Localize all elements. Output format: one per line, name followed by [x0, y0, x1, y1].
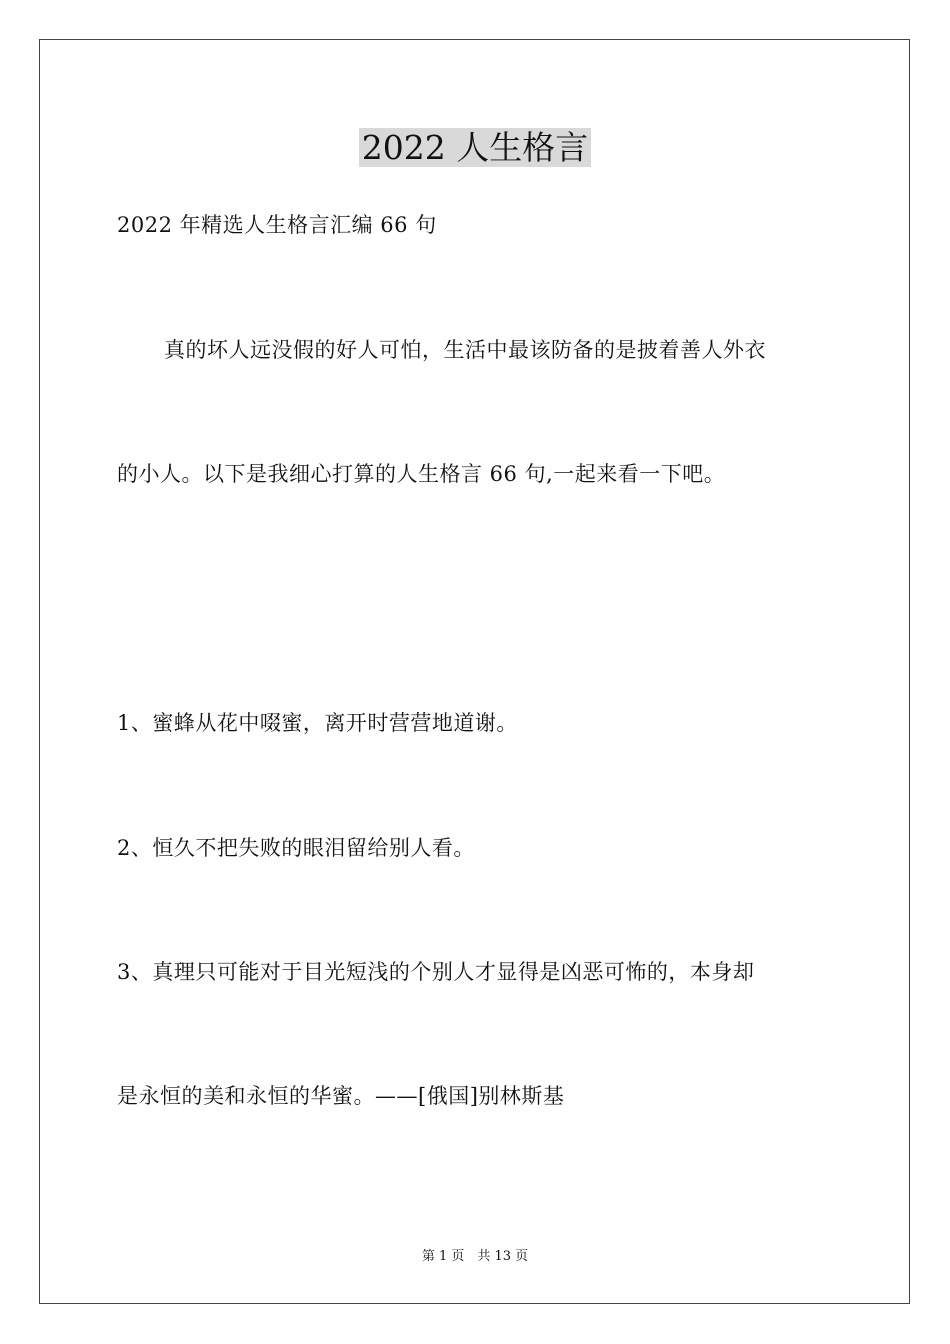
page-footer: 第 1 页 共 13 页 [421, 1249, 529, 1264]
document-title [0, 128, 950, 168]
quote-item-3-line-1: 3、真理只可能对于目光短浅的个别人才显得是凶恶可怖的，本身却 [117, 960, 755, 984]
intro-paragraph-line-2: 的小人。以下是我细心打算的人生格言 66 句,一起来看一下吧。 [117, 462, 726, 486]
title-text: 2022 人生格言 [359, 128, 591, 167]
quote-item-1: 1、蜜蜂从花中啜蜜，离开时营营地道谢。 [117, 711, 518, 735]
subtitle: 2022 年精选人生格言汇编 66 句 [117, 213, 437, 237]
quote-item-2: 2、恒久不把失败的眼泪留给别人看。 [117, 836, 475, 860]
quote-item-3-line-2: 是永恒的美和永恒的华蜜。——[俄国]别林斯基 [117, 1084, 565, 1108]
intro-paragraph-line-1: 真的坏人远没假的好人可怕，生活中最该防备的是披着善人外衣 [164, 338, 766, 362]
